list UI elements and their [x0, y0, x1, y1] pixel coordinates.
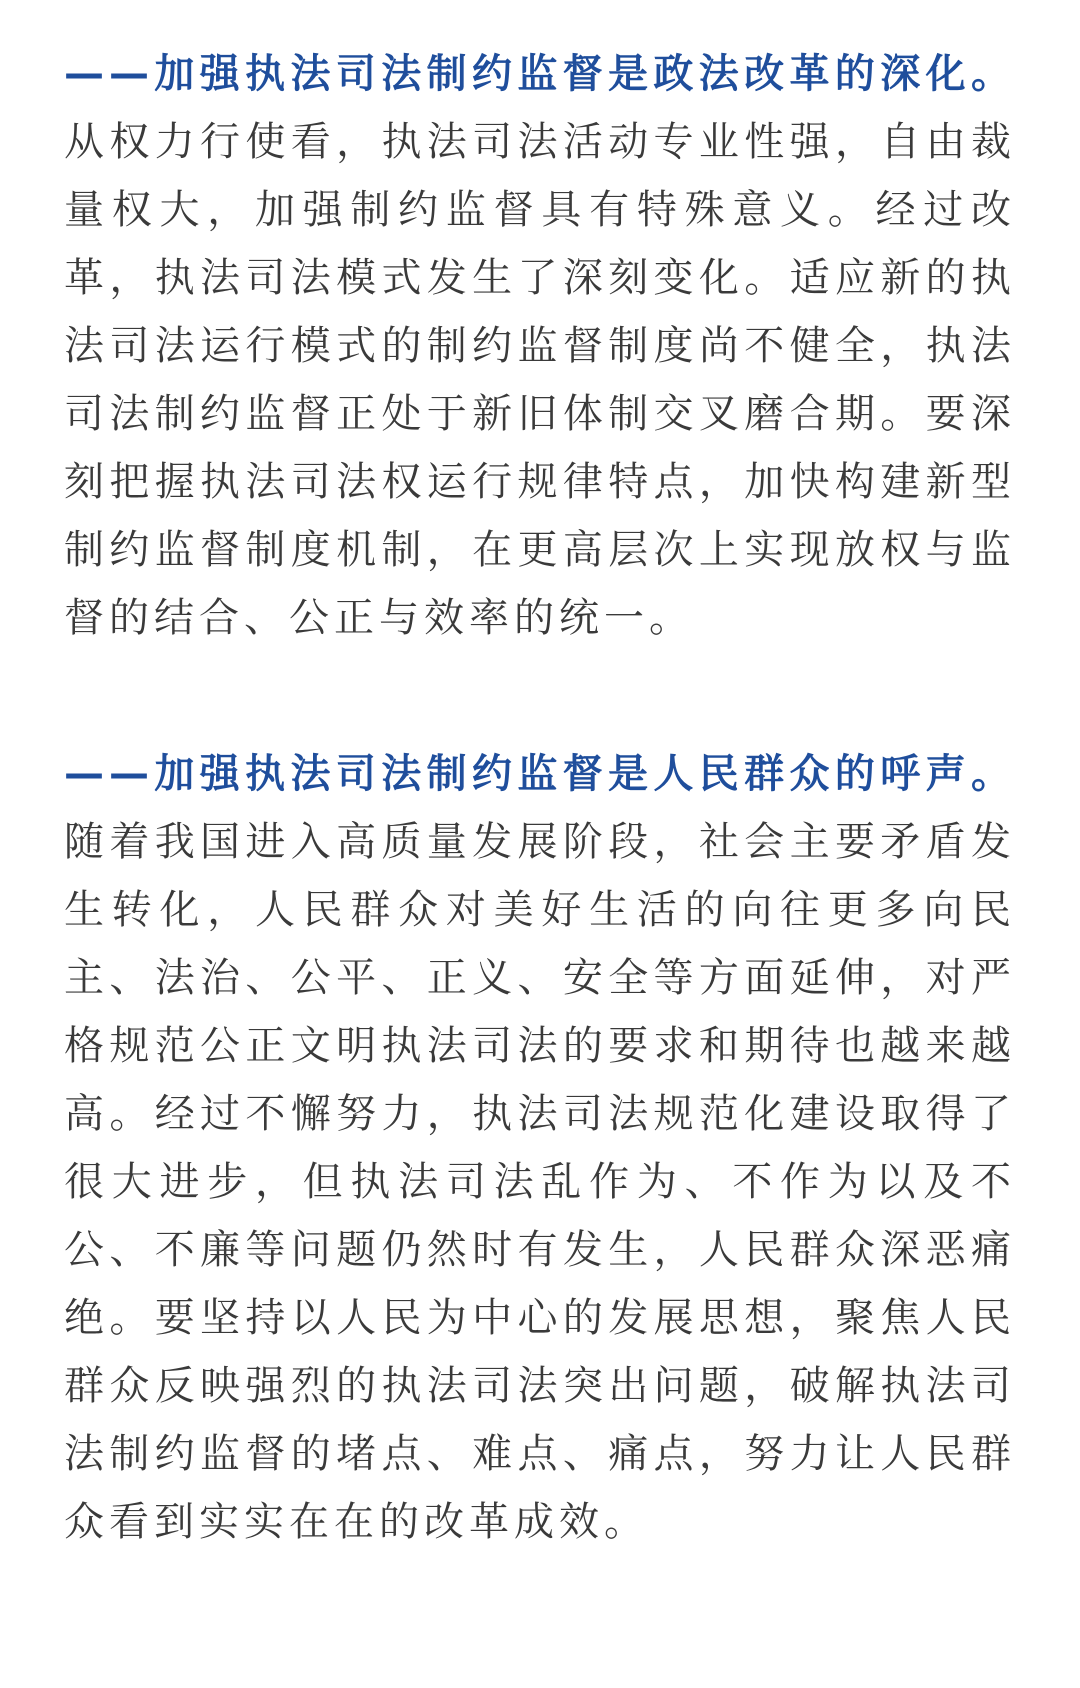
paragraph-body-text: 从权力行使看，执法司法活动专业性强，自由裁量权大，加强制约监督具有特殊意义。经过改革，执法司法模式发生了深刻变化。适应新的执法司法运行模式的制约监督制度尚不健全，执法司法制约监督正处于新旧体制交叉磨合期。要深刻把握执法司法权运行规律特点，加快构建新型制约监督制度机制，在更高层次上实现放权与监督的结合、公正与效率的统一。 — [64, 119, 1016, 641]
paragraph-lead-heading: ——加强执法司法制约监督是人民群众的呼声。 — [64, 751, 1016, 797]
paragraph-reform-deepening — [64, 40, 1016, 652]
paragraph-lead-heading: ——加强执法司法制约监督是政法改革的深化。 — [64, 51, 1016, 97]
article-body — [64, 40, 1016, 1556]
paragraph-body-text: 随着我国进入高质量发展阶段，社会主要矛盾发生转化，人民群众对美好生活的向往更多向民主、法治、公平、正义、安全等方面延伸，对严格规范公正文明执法司法的要求和期待也越来越高。经过不懈努力，执法司法规范化建设取得了很大进步，但执法司法乱作为、不作为以及不公、不廉等问题仍然时有发生，人民群众深恶痛绝。要坚持以人民为中心的发展思想，聚焦人民群众反映强烈的执法司法突出问题，破解执法司法制约监督的堵点、难点、痛点，努力让人民群众看到实实在在的改革成效。 — [64, 819, 1016, 1545]
paragraph-public-voice — [64, 740, 1016, 1556]
